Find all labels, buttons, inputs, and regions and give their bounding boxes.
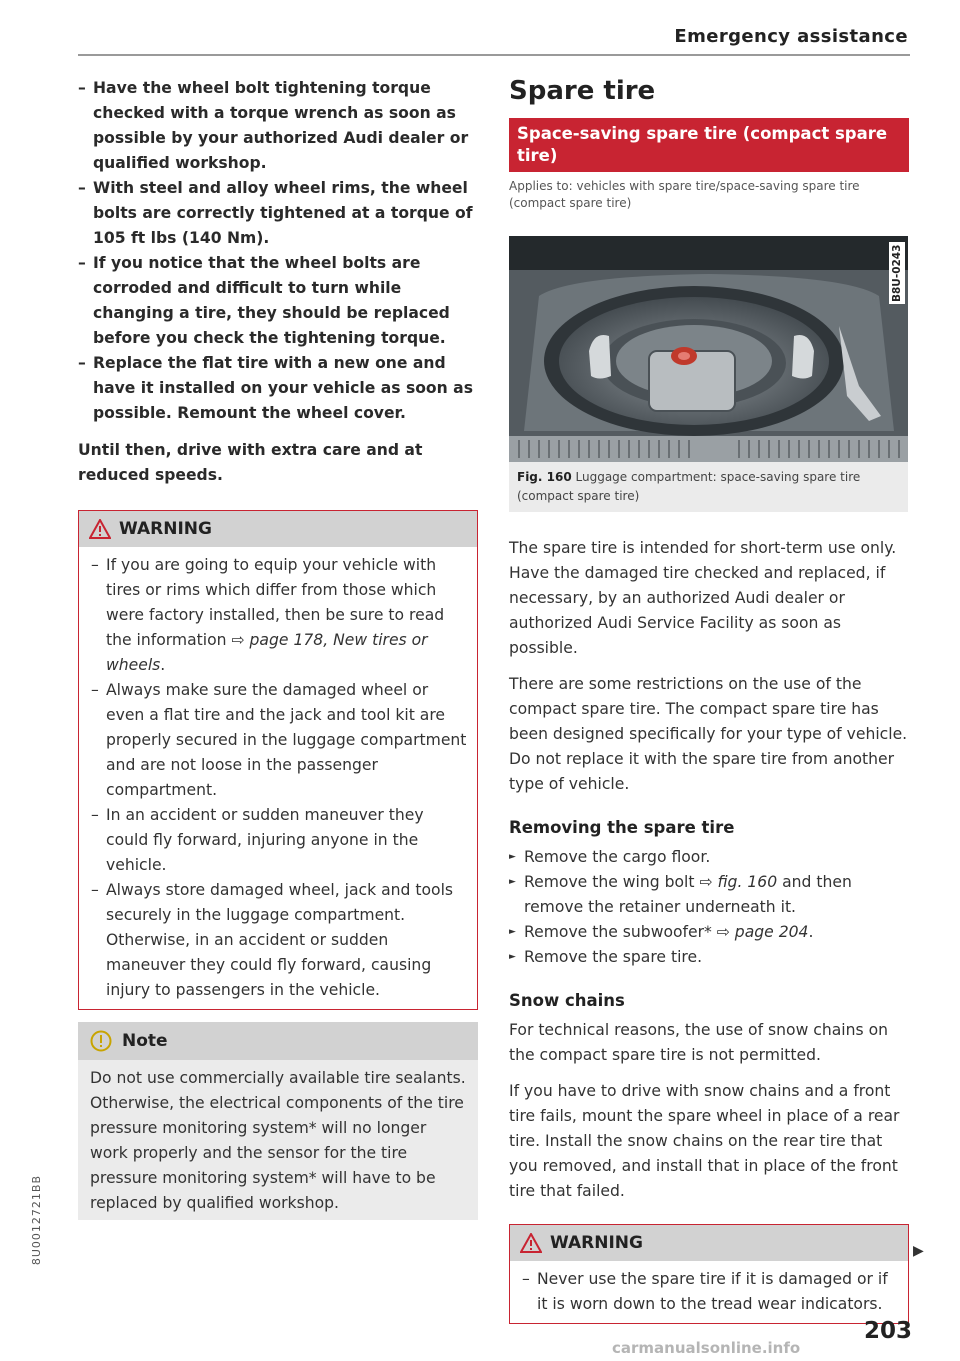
warning-list [522, 1267, 898, 1317]
warning-triangle-icon [89, 519, 111, 539]
warning-body [79, 547, 477, 1009]
page-title: Spare tire [509, 76, 656, 106]
list-item: – In an accident or sudden maneuver they could fly forward, injuring anyone in the vehicle. [91, 803, 467, 878]
warning-label: WARNING [119, 519, 212, 539]
warning-label: WARNING [550, 1233, 643, 1253]
drive-carefully-text: Until then, drive with extra care and at reduced speeds. [78, 441, 423, 484]
page-number: 203 [864, 1318, 913, 1344]
left-column [78, 76, 478, 1220]
list-item-text: . [808, 923, 814, 941]
note-exclamation-icon [90, 1030, 112, 1052]
list-item-text: . [160, 656, 166, 674]
short-term-use-text: The spare tire is intended for short-term use only. Have the damaged tire checked and replaced, if necessary, by an authorized Audi dealer or authorized Audi Service Facility as soon as possible. [509, 539, 897, 657]
warning-header [79, 511, 477, 547]
continued-arrow-icon: ▶ [913, 1243, 924, 1259]
list-item [509, 870, 909, 920]
list-item: – If you notice that the wheel bolts are corroded and difficult to turn while changing a tire, they should be replaced before you check the tightening torque. [78, 251, 478, 351]
watermark: carmanualsonline.info [612, 1339, 801, 1357]
warning-header [510, 1225, 908, 1261]
list-item: ► Remove the spare tire. [509, 945, 909, 970]
note-header [78, 1022, 478, 1060]
warning-triangle-icon [520, 1233, 542, 1253]
torque-instructions [78, 76, 478, 426]
snow-chains-text-2: If you have to drive with snow chains and a front tire fails, mount the spare wheel in place of a rear tire. Install the snow chains on the rear tire that you removed, and install that in place of the front tire that failed. [509, 1082, 900, 1200]
list-item: – Always store damaged wheel, jack and tools securely in the luggage compartment. Otherwise, in an accident or sudden maneuver they could fly forward, causing injury to passengers in the vehicle. [91, 878, 467, 1003]
section-title: Emergency assistance [674, 26, 908, 47]
list-item [91, 553, 467, 678]
document-code: 8U0012721BB [30, 1175, 43, 1266]
warning-box [78, 510, 478, 1010]
note-label: Note [122, 1031, 168, 1051]
figure-reference-link[interactable]: ⇨ fig. 160 [699, 873, 778, 891]
list-item-text: Remove the subwoofer* [524, 923, 717, 941]
list-item [509, 920, 909, 945]
figure-160 [509, 236, 908, 512]
figure-label: Fig. 160 [517, 470, 572, 484]
list-item: – With steel and alloy wheel rims, the wheel bolts are correctly tightened at a torque of 105 ft lbs (140 Nm). [78, 176, 478, 251]
section-subtitle: Space-saving spare tire (compact spare tire) [509, 118, 909, 172]
list-item: – Always make sure the damaged wheel or even a flat tire and the jack and tool kit are properly secured in the luggage compartment and are not loose in the passenger compartment. [91, 678, 467, 803]
spare-tire-illustration [509, 236, 908, 462]
figure-caption [509, 462, 908, 512]
removing-steps [509, 845, 909, 970]
note-text: Do not use commercially available tire sealants. Otherwise, the electrical components of the tire pressure monitoring system* will no longer work properly and the sensor for the tire pressure monitoring system* will have to be replaced by qualified workshop. [90, 1069, 466, 1212]
list-item-text: If you are going to equip your vehicle with tires or rims which differ from those which were factory installed, then be sure to read the information [106, 556, 445, 649]
running-header [78, 24, 910, 56]
removing-heading: Removing the spare tire [509, 818, 735, 837]
luggage-compartment-drawing [509, 236, 908, 462]
list-item: – Replace the flat tire with a new one and have it installed on your vehicle as soon as possible. Remount the wheel cover. [78, 351, 478, 426]
list-item: ► Remove the cargo floor. [509, 845, 909, 870]
figure-code: B8U-0243 [889, 242, 905, 304]
list-item: – Never use the spare tire if it is damaged or if it is worn down to the tread wear indicators. [522, 1267, 898, 1317]
page-reference-link[interactable]: ⇨ page 204 [716, 923, 809, 941]
figure-caption-text: Luggage compartment: space-saving spare tire (compact spare tire) [517, 470, 861, 503]
note-box [78, 1022, 478, 1220]
right-column [509, 72, 909, 1324]
snow-chains-text-1: For technical reasons, the use of snow chains on the compact spare tire is not permitted. [509, 1021, 889, 1064]
list-item: – Have the wheel bolt tightening torque checked with a torque wrench as soon as possible by your authorized Audi dealer or qualified workshop. [78, 76, 478, 176]
warning-body [510, 1261, 908, 1323]
page-reference-link[interactable]: ⇨ page 178, New tires or wheels [106, 631, 428, 674]
list-item-text: and then remove the retainer underneath it. [524, 873, 852, 916]
applies-to-text: Applies to: vehicles with spare tire/space-saving spare tire (compact spare tire) [509, 179, 860, 210]
snow-chains-heading: Snow chains [509, 991, 625, 1010]
warning-box-2 [509, 1224, 909, 1324]
restrictions-text: There are some restrictions on the use of the compact spare tire. The compact spare tire has been designed specifically for your type of vehicle. Do not replace it with the spare tire from another type of vehicle. [509, 675, 908, 793]
list-item-text: Remove the wing bolt [524, 873, 700, 891]
warning-list [91, 553, 467, 1003]
